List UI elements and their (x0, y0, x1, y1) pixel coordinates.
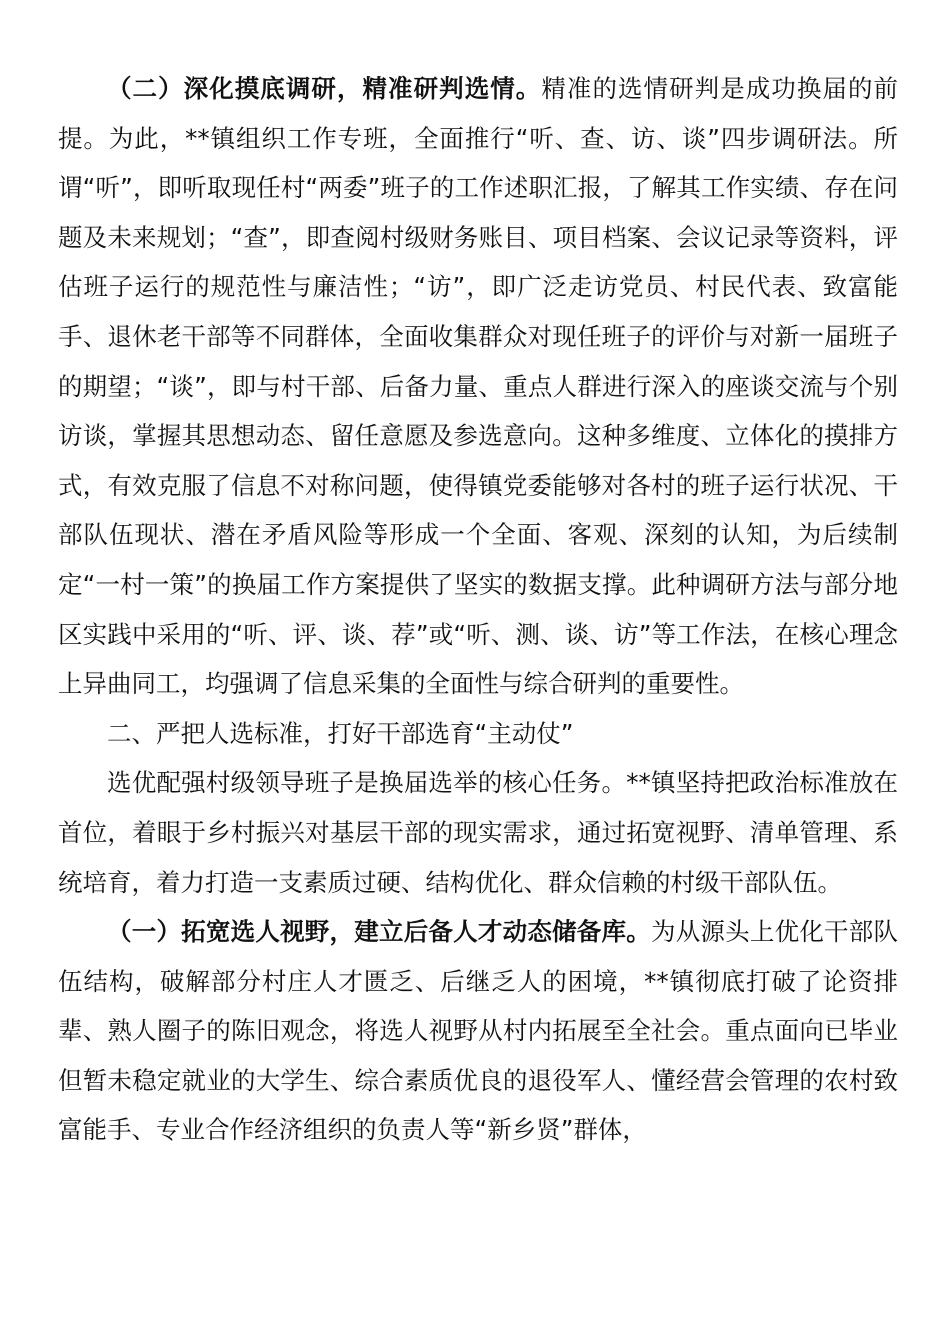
paragraph-body: 选优配强村级领导班子是换届选举的核心任务。**镇坚持把政治标准放在首位，着眼于乡村振兴对基层干部的现实需求，通过拓宽视野、清单管理、系统培育，着力打造一支素质过硬、结构优化、群众信赖的村级干部队伍。 (58, 768, 898, 897)
paragraph-lead-bold: （一）拓宽选人视野，建立后备人才动态储备库。 (107, 917, 651, 947)
paragraph-body: 为从源头上优化干部队伍结构，破解部分村庄人才匮乏、后继乏人的困境，**镇彻底打破了论资排辈、熟人圈子的陈旧观念，将选人视野从村内拓展至全社会。重点面向已毕业但暂未稳定就业的大学生、综合素质优良的退役军人、懂经营会管理的农村致富能手、专业合作经济组织的负责人等“新乡贤”群体， (58, 917, 899, 1145)
section-heading (58, 709, 898, 759)
paragraph-research (58, 64, 898, 709)
paragraph-talent-pool (58, 907, 898, 1155)
paragraph-body: 精准的选情研判是成功换届的前提。为此，**镇组织工作专班，全面推行“听、查、访、谈”四步调研法。所谓“听”，即听取现任村“两委”班子的工作述职汇报，了解其工作实绩、存在问题及未来规划；“查”，即查阅村级财务账目、项目档案、会议记录等资料，评估班子运行的规范性与廉洁性；“访”，即广泛走访党员、村民代表、致富能手、退休老干部等不同群体，全面收集群众对现任班子的评价与对新一届班子的期望；“谈”，即与村干部、后备力量、重点人群进行深入的座谈交流与个别访谈，掌握其思想动态、留任意愿及参选意向。这种多维度、立体化的摸排方式，有效克服了信息不对称问题，使得镇党委能够对各村的班子运行状况、干部队伍现状、潜在矛盾风险等形成一个全面、客观、深刻的认知，为后续制定“一村一策”的换届工作方案提供了坚实的数据支撑。此种调研方法与部分地区实践中采用的“听、评、谈、荐”或“听、测、谈、访”等工作法，在核心理念上异曲同工，均强调了信息采集的全面性与综合研判的重要性。 (58, 74, 899, 699)
section-heading-text: 二、严把人选标准，打好干部选育“主动仗” (107, 718, 574, 748)
document-page (58, 64, 898, 1155)
paragraph-lead-bold: （二）深化摸底调研，精准研判选情。 (107, 74, 542, 103)
paragraph-intro (58, 758, 898, 907)
